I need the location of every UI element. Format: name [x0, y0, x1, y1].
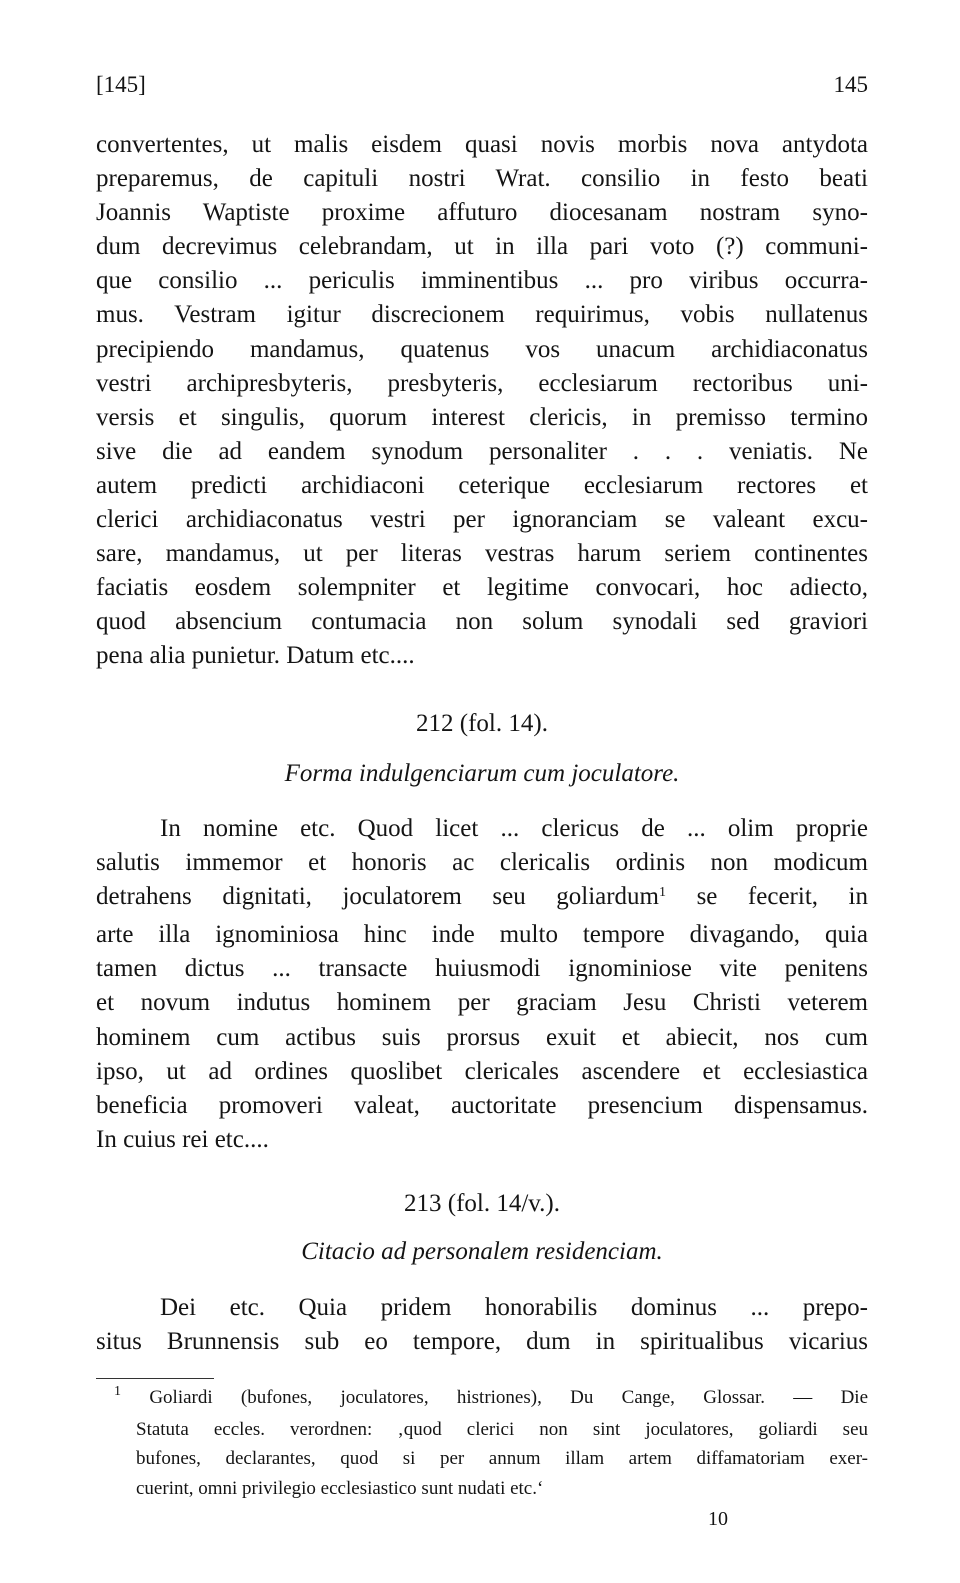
- text-line: In cuius rei etc....: [96, 1125, 269, 1153]
- bracketed-page-number: [145]: [96, 72, 146, 97]
- text-line: Joannis Waptiste proxime affuturo diocesanam nostram syno-: [96, 199, 868, 227]
- footnote-line: bufones, declarantes, quod si per annum illam artem diffamatoriam exer-: [136, 1448, 868, 1470]
- text-line: dum decrevimus celebrandam, ut in illa pari voto (?) communi-: [96, 233, 868, 261]
- text-line: pena alia punietur. Datum etc....: [96, 642, 415, 670]
- footnote-rule: [96, 1378, 214, 1379]
- text-line: tamen dictus ... transacte huiusmodi ignominiose vite penitens: [96, 955, 868, 983]
- text-line: Dei etc. Quia pridem honorabilis dominus ... prepo-: [160, 1294, 868, 1321]
- footnote-number: 1: [114, 1384, 121, 1399]
- book-page: [96, 0, 868, 1583]
- section-title-213: Citacio ad personalem residenciam.: [301, 1238, 663, 1265]
- section-heading-213: 213 (fol. 14/v.).: [404, 1190, 560, 1217]
- text-line: precipiendo mandamus, quatenus vos unacum archidiaconatus: [96, 335, 868, 363]
- text-segment: se fecerit, in: [696, 883, 868, 911]
- running-header: [96, 72, 868, 102]
- text-line: vestri archipresbyteris, presbyteris, ecclesiarum rectoribus uni-: [96, 369, 868, 397]
- paragraph-213: [96, 1291, 868, 1359]
- page-number: 145: [833, 72, 868, 97]
- footnote-line: Statuta eccles. verordnen: ‚quod clerici non sint joculatores, goliardi seu: [136, 1418, 868, 1440]
- text-line: preparemus, de capituli nostri Wrat. consilio in festo beati: [96, 165, 868, 193]
- text-line: beneficia promoveri valeat, auctoritate presencium dispensamus.: [96, 1091, 868, 1119]
- footnote-line: cuerint, omni privilegio ecclesiastico sunt nudati etc.‘: [136, 1477, 544, 1499]
- signature-mark: 10: [708, 1508, 728, 1530]
- footnote: [96, 1383, 868, 1503]
- paragraph-continuation: [96, 128, 868, 674]
- text-line: situs Brunnensis sub eo tempore, dum in spiritualibus vicarius: [96, 1328, 868, 1356]
- text-line: quod absencium contumacia non solum synodali sed graviori: [96, 608, 868, 636]
- text-line: mus. Vestram igitur discrecionem requirimus, vobis nullatenus: [96, 301, 868, 329]
- text-line: sare, mandamus, ut per literas vestras harum seriem continentes: [96, 540, 868, 568]
- text-line: In nomine etc. Quod licet ... clericus de ... olim proprie: [160, 815, 868, 842]
- section-title-212: Forma indulgenciarum cum joculatore.: [284, 760, 680, 787]
- footnote-text: Goliardi (bufones, joculatores, histriones), Du Cange, Glossar. — Die: [149, 1387, 869, 1408]
- footnote-marker: 1: [659, 885, 667, 901]
- text-line: autem predicti archidiaconi ceterique ecclesiarum rectores et: [96, 471, 868, 499]
- text-line: faciatis eosdem solempniter et legitime convocari, hoc adiecto,: [96, 574, 868, 602]
- text-segment: detrahens dignitati, joculatorem seu goliardum: [96, 883, 660, 911]
- text-line: versis et singulis, quorum interest clericis, in premisso termino: [96, 403, 868, 431]
- text-line: que consilio ... periculis imminentibus ... pro viribus occurra-: [96, 267, 868, 295]
- text-line: hominem cum actibus suis prorsus exuit et abiecit, nos cum: [96, 1023, 868, 1051]
- paragraph-212: [96, 812, 868, 1157]
- text-line: [96, 880, 868, 918]
- text-line: clerici archidiaconatus vestri per ignoranciam se valeant excu-: [96, 506, 868, 534]
- footnote-line: [96, 1383, 868, 1415]
- text-line: sive die ad eandem synodum personaliter . . . veniatis. Ne: [96, 437, 868, 465]
- text-line: convertentes, ut malis eisdem quasi novis morbis nova antydota: [96, 131, 868, 158]
- text-line: salutis immemor et honoris ac clericalis ordinis non modicum: [96, 849, 868, 877]
- text-line: et novum indutus hominem per graciam Jesu Christi veterem: [96, 989, 868, 1017]
- section-heading-212: 212 (fol. 14).: [416, 710, 548, 737]
- text-line: arte illa ignominiosa hinc inde multo tempore divagando, quia: [96, 921, 868, 949]
- text-line: ipso, ut ad ordines quoslibet clericales ascendere et ecclesiastica: [96, 1057, 868, 1085]
